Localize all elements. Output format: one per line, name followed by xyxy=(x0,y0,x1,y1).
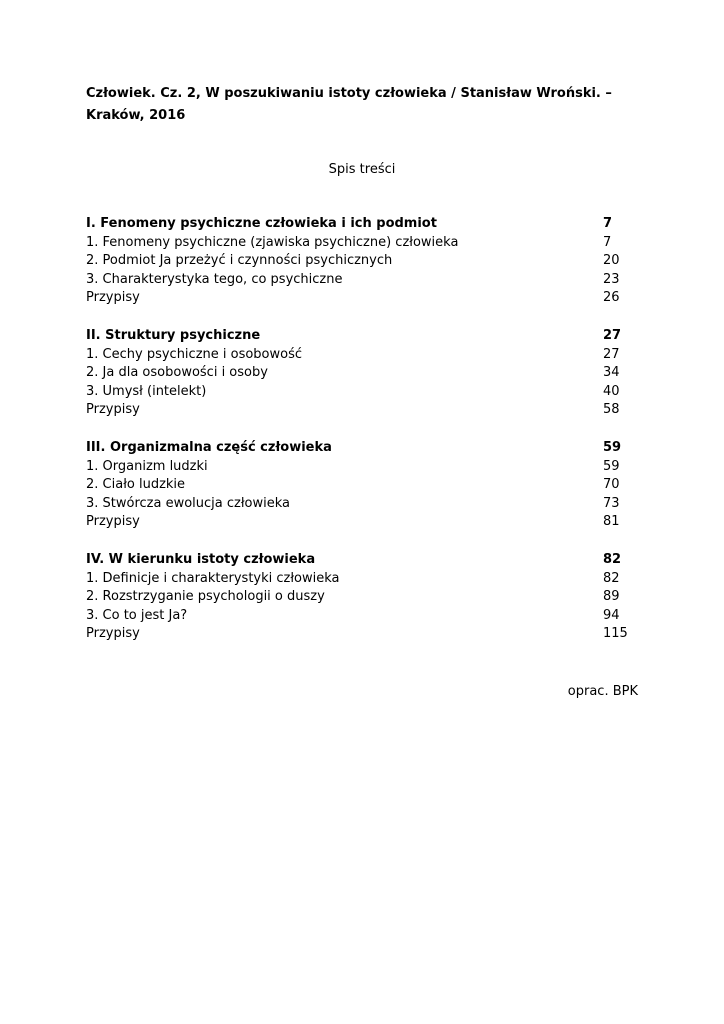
toc-section xyxy=(86,439,638,532)
toc-section-title: IV. W kierunku istoty człowieka xyxy=(86,551,316,567)
toc-section-heading xyxy=(86,327,638,346)
toc-heading: Spis treści xyxy=(328,162,396,177)
toc-page-number: 59 xyxy=(603,439,622,455)
toc-page-number: 94 xyxy=(603,607,620,623)
toc-entry-title: Przypisy xyxy=(86,626,140,642)
toc-section xyxy=(86,551,638,644)
document-title: Człowiek. Cz. 2, W poszukiwaniu istoty człowieka / Stanisław Wroński. – Kraków, 2016 xyxy=(86,86,612,123)
toc-entry xyxy=(86,383,638,402)
toc-section-heading xyxy=(86,551,638,570)
toc-entry xyxy=(86,458,638,477)
toc-entry-title: 3. Co to jest Ja? xyxy=(86,607,188,623)
toc-entry-title: Przypisy xyxy=(86,514,140,530)
toc-entry xyxy=(86,476,638,495)
toc-page-number: 26 xyxy=(603,290,620,306)
toc-entry-title: Przypisy xyxy=(86,402,140,418)
toc-section-title: I. Fenomeny psychiczne człowieka i ich podmiot xyxy=(86,216,437,231)
footer-note: oprac. BPK xyxy=(567,684,638,699)
toc-section-title: II. Struktury psychiczne xyxy=(86,327,261,343)
table-of-contents xyxy=(86,215,638,663)
toc-entry-title: 2. Ja dla osobowości i osoby xyxy=(86,365,268,381)
toc-entry xyxy=(86,513,638,532)
toc-entry-title: 1. Definicje i charakterystyki człowieka xyxy=(86,570,340,586)
toc-entry xyxy=(86,570,638,589)
toc-page-number: 7 xyxy=(603,234,612,250)
toc-entry-title: Przypisy xyxy=(86,290,140,306)
toc-page-number: 115 xyxy=(603,626,628,642)
toc-entry-title: 1. Fenomeny psychiczne (zjawiska psychiczne) człowieka xyxy=(86,234,459,250)
toc-entry xyxy=(86,364,638,383)
toc-entry xyxy=(86,607,638,626)
toc-page-number: 40 xyxy=(603,383,620,399)
toc-section xyxy=(86,327,638,420)
toc-page-number: 23 xyxy=(603,271,620,287)
toc-page-number: 89 xyxy=(603,589,620,605)
toc-page-number: 82 xyxy=(603,551,622,567)
toc-entry-title: 2. Podmiot Ja przeżyć i czynności psychicznych xyxy=(86,253,393,269)
toc-page-number: 81 xyxy=(603,514,620,530)
toc-section-title: III. Organizmalna część człowieka xyxy=(86,439,332,455)
toc-entry-title: 3. Charakterystyka tego, co psychiczne xyxy=(86,271,343,287)
toc-entry xyxy=(86,495,638,514)
toc-entry xyxy=(86,588,638,607)
toc-page-number: 34 xyxy=(603,365,620,381)
toc-section-heading xyxy=(86,439,638,458)
toc-page-number: 82 xyxy=(603,570,620,586)
toc-entry-title: 2. Ciało ludzkie xyxy=(86,477,186,493)
toc-entry-title: 1. Organizm ludzki xyxy=(86,458,208,474)
toc-entry xyxy=(86,346,638,365)
toc-page-number: 20 xyxy=(603,253,620,269)
toc-page-number: 73 xyxy=(603,495,620,511)
toc-section-heading xyxy=(86,215,638,234)
toc-page-number: 58 xyxy=(603,402,620,418)
toc-entry-title: 3. Stwórcza ewolucja człowieka xyxy=(86,495,291,511)
toc-page-number: 27 xyxy=(603,346,620,362)
toc-entry-title: 1. Cechy psychiczne i osobowość xyxy=(86,346,303,362)
toc-page-number: 70 xyxy=(603,477,620,493)
toc-entry xyxy=(86,234,638,253)
toc-entry-title: 2. Rozstrzyganie psychologii o duszy xyxy=(86,589,325,605)
toc-entry xyxy=(86,271,638,290)
toc-section xyxy=(86,215,638,308)
toc-entry xyxy=(86,252,638,271)
toc-entry xyxy=(86,289,638,308)
toc-entry xyxy=(86,401,638,420)
toc-page-number: 27 xyxy=(603,327,622,343)
toc-entry-title: 3. Umysł (intelekt) xyxy=(86,383,207,399)
toc-page-number: 59 xyxy=(603,458,620,474)
toc-page-number: 7 xyxy=(603,216,613,231)
toc-entry xyxy=(86,625,638,644)
